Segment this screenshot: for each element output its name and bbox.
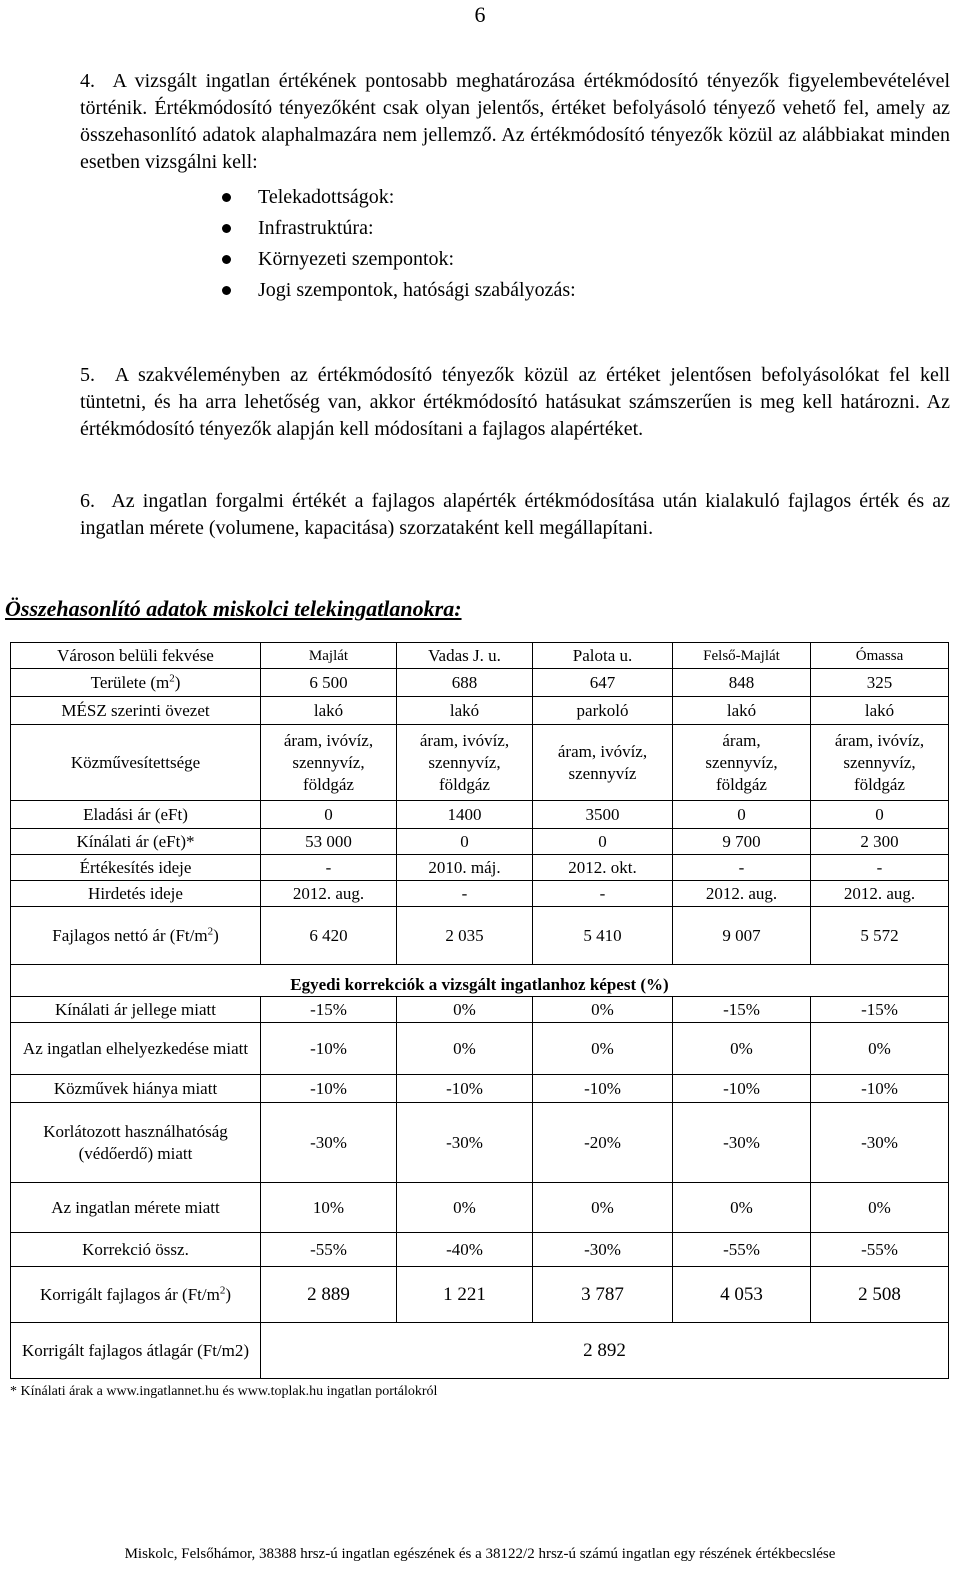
page-number: 6 xyxy=(474,2,486,27)
row-label: Korrekció össz. xyxy=(11,1233,261,1267)
table-cell: 688 xyxy=(397,669,533,697)
table-row-corrected-price xyxy=(11,1267,949,1323)
row-label: Kínálati ár (eFt)* xyxy=(11,829,261,855)
paragraph-6-number: 6. xyxy=(80,490,95,512)
row-label: Kínálati ár jellege miatt xyxy=(11,997,261,1023)
table-cell: -55% xyxy=(261,1233,397,1267)
table-cell: lakó xyxy=(673,697,811,725)
paragraph-5-number: 5. xyxy=(80,364,95,386)
table-row-offer-price xyxy=(11,829,949,855)
table-cell: 0% xyxy=(673,1023,811,1075)
section-title: Összehasonlító adatok miskolci telekingatlanokra: xyxy=(5,596,462,621)
table-cell: 848 xyxy=(673,669,811,697)
table-cell: - xyxy=(533,881,673,907)
bullet-text: Jogi szempontok, hatósági szabályozás: xyxy=(258,279,576,301)
table-cell: -30% xyxy=(673,1103,811,1183)
table-row-correction xyxy=(11,1183,949,1233)
table-cell: 10% xyxy=(261,1183,397,1233)
row-label: Közművesítettsége xyxy=(11,725,261,801)
footnote: * Kínálati árak a www.ingatlannet.hu és www.toplak.hu ingatlan portálokról xyxy=(10,1384,438,1399)
table-cell: -15% xyxy=(261,997,397,1023)
table-row-area xyxy=(11,669,949,697)
row-label xyxy=(11,669,261,697)
row-label: Eladási ár (eFt) xyxy=(11,801,261,829)
bullet-list xyxy=(80,182,950,306)
table-cell: -15% xyxy=(811,997,949,1023)
table-row-corrections-title xyxy=(11,965,949,997)
table-row-correction xyxy=(11,1075,949,1103)
table-cell: - xyxy=(261,855,397,881)
table-row-net-price xyxy=(11,907,949,965)
table-cell: Majlát xyxy=(261,643,397,669)
table-cell xyxy=(261,725,397,801)
table-cell: - xyxy=(673,855,811,881)
paragraph-4-text xyxy=(80,68,950,176)
table-row-utilities xyxy=(11,725,949,801)
table-cell: 2 300 xyxy=(811,829,949,855)
table-row-sale-price xyxy=(11,801,949,829)
table-cell xyxy=(811,725,949,801)
utility-line: áram, ivóvíz, xyxy=(283,730,374,750)
table-cell: 2 889 xyxy=(261,1267,397,1323)
table-cell: 0% xyxy=(397,1183,533,1233)
table-cell: 0 xyxy=(811,801,949,829)
table-cell: -30% xyxy=(533,1233,673,1267)
bullet-item xyxy=(258,244,950,275)
area-label-text: Területe (m xyxy=(90,672,170,692)
paragraph-5-body: A szakvéleményben az értékmódosító tényezők közül az értéket jelentősen befolyásolókat fel kell tüntetni, és ha arra lehetőség van, akkor értékmódosító hatásukat számszerűen is meg kell határozni. Az értékmódosító tényezők alapján kell módosítani a fajlagos alapértéket. xyxy=(80,364,951,440)
utility-line: szennyvíz, xyxy=(705,752,778,772)
table-cell: parkoló xyxy=(533,697,673,725)
average-value: 2 892 xyxy=(261,1323,949,1379)
table-cell: 2 035 xyxy=(397,907,533,965)
row-label xyxy=(11,907,261,965)
table-cell: 1 221 xyxy=(397,1267,533,1323)
table-row-correction xyxy=(11,1103,949,1183)
row-label: Korrigált fajlagos átlagár (Ft/m2) xyxy=(11,1323,261,1379)
utility-line: áram, ivóvíz, xyxy=(557,741,648,761)
table-cell: -30% xyxy=(811,1103,949,1183)
row-label xyxy=(11,1267,261,1323)
table-cell: lakó xyxy=(811,697,949,725)
table-cell: Ómassa xyxy=(811,643,949,669)
utility-line: áram, ivóvíz, xyxy=(419,730,510,750)
table-cell: 1400 xyxy=(397,801,533,829)
row-label: Közművek hiánya miatt xyxy=(11,1075,261,1103)
table-cell: 3500 xyxy=(533,801,673,829)
table-cell: -55% xyxy=(811,1233,949,1267)
net-label-sup: 2 xyxy=(207,924,214,937)
table-cell: -30% xyxy=(397,1103,533,1183)
table-cell: -30% xyxy=(261,1103,397,1183)
table-cell: 5 410 xyxy=(533,907,673,965)
table-cell: 2012. aug. xyxy=(673,881,811,907)
table-row-correction xyxy=(11,997,949,1023)
table-cell: -55% xyxy=(673,1233,811,1267)
table-cell: Palota u. xyxy=(533,643,673,669)
table-cell: 3 787 xyxy=(533,1267,673,1323)
table-cell: 6 500 xyxy=(261,669,397,697)
bullet-icon xyxy=(222,255,231,264)
table-row-ad-date xyxy=(11,881,949,907)
paragraph-6-text xyxy=(80,488,950,542)
table-cell: 0% xyxy=(673,1183,811,1233)
table-cell: 2012. aug. xyxy=(811,881,949,907)
utility-line: áram, xyxy=(722,730,761,750)
bullet-item xyxy=(258,182,950,213)
table-cell: -10% xyxy=(811,1075,949,1103)
table-cell: - xyxy=(397,881,533,907)
table-cell: 0% xyxy=(811,1183,949,1233)
utility-line: földgáz xyxy=(854,774,905,794)
paragraph-6-body: Az ingatlan forgalmi értékét a fajlagos alapérték értékmódosítása után kialakuló fajlagos érték és az ingatlan mérete (volumene, kapacitása) szorzataként kell megállapítani. xyxy=(80,490,951,539)
table-row-average xyxy=(11,1323,949,1379)
table-cell: Vadas J. u. xyxy=(397,643,533,669)
bullet-icon xyxy=(222,286,231,295)
table-cell: 0 xyxy=(673,801,811,829)
table-cell xyxy=(673,725,811,801)
table-cell: 0 xyxy=(261,801,397,829)
table-cell: 0% xyxy=(397,997,533,1023)
table-row-correction xyxy=(11,1023,949,1075)
comparison-table xyxy=(10,642,949,1379)
bullet-icon xyxy=(222,224,231,233)
paragraph-4-body: A vizsgált ingatlan értékének pontosabb meghatározása értékmódosító tényezők figyelembevételével történik. Értékmódosító tényezőként csak olyan jelentős, értéket befolyásoló tényező vehető fel, amely az összehasonlító adatok alaphalmazára nem jellemző. Az értékmódosító tényezők közül az alábbiakat minden esetben vizsgálni kell: xyxy=(80,70,951,173)
area-label-sup: 2 xyxy=(169,671,175,684)
table-cell: -10% xyxy=(397,1075,533,1103)
net-label-close: ) xyxy=(213,925,219,945)
row-label: Értékesítés ideje xyxy=(11,855,261,881)
corrected-label-text: Korrigált fajlagos ár (Ft/m xyxy=(39,1284,220,1304)
table-row-correction-total xyxy=(11,1233,949,1267)
table-cell: 9 700 xyxy=(673,829,811,855)
area-label-close: ) xyxy=(174,672,181,692)
table-cell: 2010. máj. xyxy=(397,855,533,881)
table-cell: 0% xyxy=(533,1023,673,1075)
row-label: Az ingatlan elhelyezkedése miatt xyxy=(11,1023,261,1075)
table-cell: lakó xyxy=(261,697,397,725)
table-cell: 0% xyxy=(533,997,673,1023)
table-cell: -10% xyxy=(261,1075,397,1103)
paragraph-4-number: 4. xyxy=(80,70,95,92)
paragraph-4 xyxy=(80,68,950,306)
table-cell: Felső-Majlát xyxy=(673,643,811,669)
table-cell: 0 xyxy=(397,829,533,855)
table-cell xyxy=(397,725,533,801)
table-cell: 647 xyxy=(533,669,673,697)
table-cell: 2012. okt. xyxy=(533,855,673,881)
table-cell: 0 xyxy=(533,829,673,855)
row-label: Korlátozott használhatóság (védőerdő) miatt xyxy=(11,1103,261,1183)
table-cell: 4 053 xyxy=(673,1267,811,1323)
table-row-sale-date xyxy=(11,855,949,881)
bullet-icon xyxy=(222,193,231,202)
table-cell: -15% xyxy=(673,997,811,1023)
corrected-label-sup: 2 xyxy=(219,1283,226,1296)
paragraph-5-text xyxy=(80,362,950,443)
bullet-item xyxy=(258,275,950,306)
utility-line: áram, ivóvíz, xyxy=(834,730,925,750)
table-row-zone xyxy=(11,697,949,725)
table-row-location xyxy=(11,643,949,669)
utility-line: szennyvíz, xyxy=(843,752,916,772)
table-cell: -40% xyxy=(397,1233,533,1267)
utility-line: földgáz xyxy=(716,774,767,794)
page-footer: Miskolc, Felsőhámor, 38388 hrsz-ú ingatlan egészének és a 38122/2 hrsz-ú számú ingatlan egy részének értékbecslése xyxy=(124,1546,836,1562)
bullet-text: Telekadottságok: xyxy=(258,186,395,208)
table-cell: 2012. aug. xyxy=(261,881,397,907)
row-label: MÉSZ szerinti övezet xyxy=(11,697,261,725)
table-cell: lakó xyxy=(397,697,533,725)
table-cell: 0% xyxy=(533,1183,673,1233)
table-cell: -10% xyxy=(261,1023,397,1075)
table-cell: 0% xyxy=(397,1023,533,1075)
table-cell: - xyxy=(811,855,949,881)
table-cell xyxy=(533,725,673,801)
table-cell: 325 xyxy=(811,669,949,697)
table-cell: 5 572 xyxy=(811,907,949,965)
table-cell: 53 000 xyxy=(261,829,397,855)
bullet-text: Infrastruktúra: xyxy=(258,217,374,239)
row-label: Városon belüli fekvése xyxy=(11,643,261,669)
utility-line: földgáz xyxy=(439,774,490,794)
table-cell: 6 420 xyxy=(261,907,397,965)
paragraph-6 xyxy=(80,488,950,542)
utility-line: földgáz xyxy=(303,774,354,794)
row-label: Az ingatlan mérete miatt xyxy=(11,1183,261,1233)
table-cell: -10% xyxy=(533,1075,673,1103)
table-cell: 2 508 xyxy=(811,1267,949,1323)
utility-line: szennyvíz, xyxy=(292,752,365,772)
row-label: Hirdetés ideje xyxy=(11,881,261,907)
table-cell: 0% xyxy=(811,1023,949,1075)
utility-line: szennyvíz xyxy=(568,763,637,783)
table-cell: -20% xyxy=(533,1103,673,1183)
net-label-text: Fajlagos nettó ár (Ft/m xyxy=(52,925,208,945)
bullet-item xyxy=(258,213,950,244)
corrected-label-close: ) xyxy=(225,1284,232,1304)
paragraph-5 xyxy=(80,362,950,443)
corrections-title: Egyedi korrekciók a vizsgált ingatlanhoz képest (%) xyxy=(11,965,949,997)
table-cell: 9 007 xyxy=(673,907,811,965)
table-cell: -10% xyxy=(673,1075,811,1103)
utility-line: szennyvíz, xyxy=(428,752,501,772)
bullet-text: Környezeti szempontok: xyxy=(258,248,455,270)
